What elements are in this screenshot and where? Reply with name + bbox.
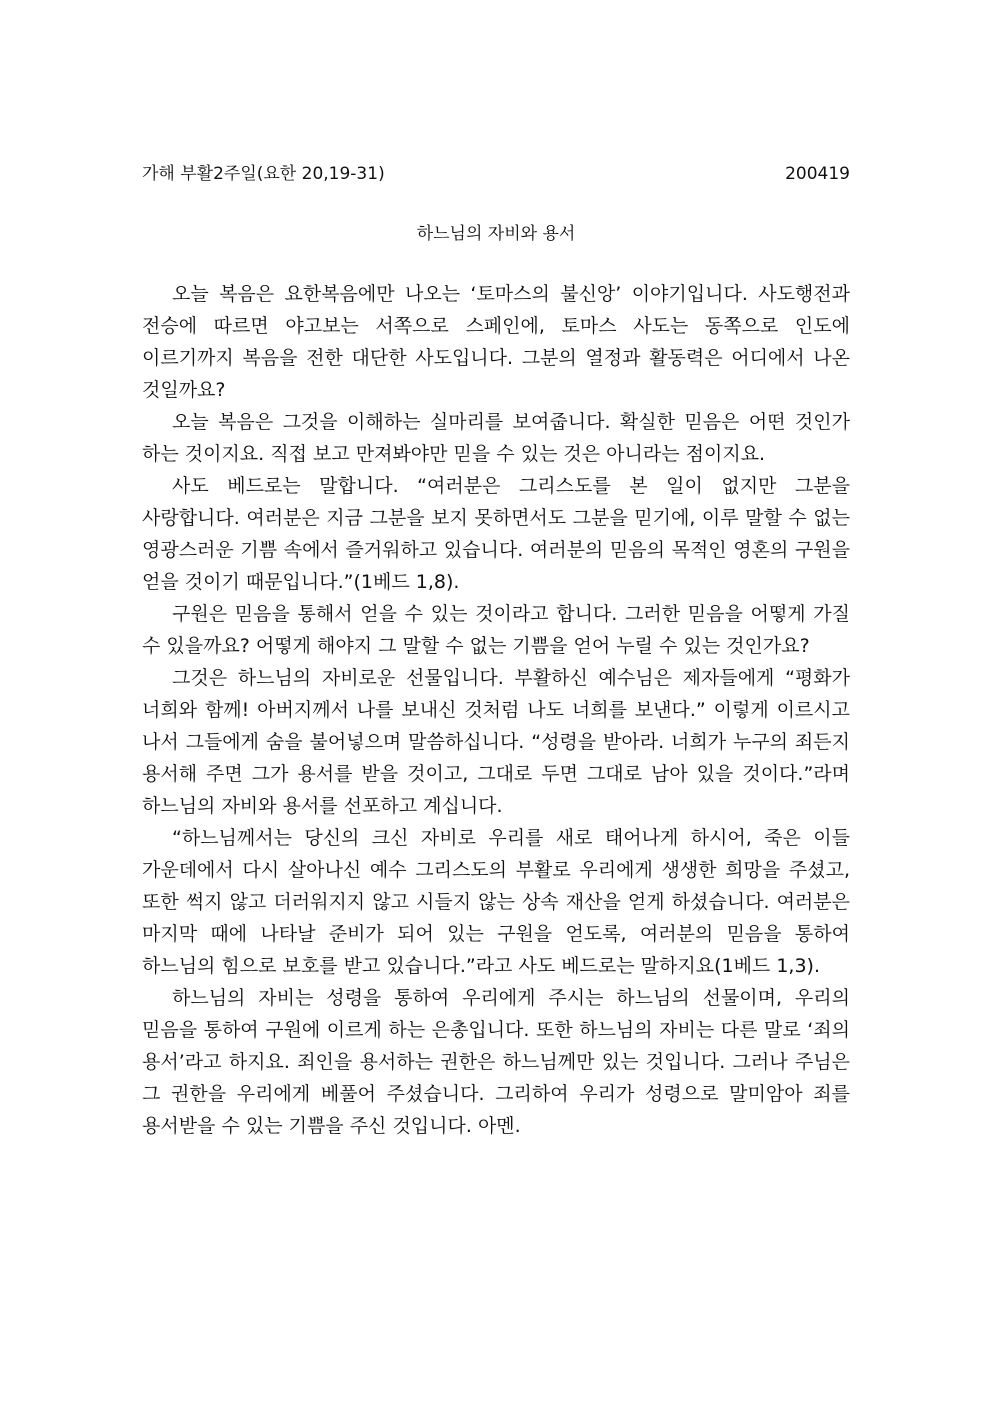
paragraph: 사도 베드로는 말합니다. “여러분은 그리스도를 본 일이 없지만 그분을 사랑합니다. 여러분은 지금 그분을 보지 못하면서도 그분을 믿기에, 이루 말할 수 없는 영광스러운 기쁨 속에서 즐거워하고 있습니다. 여러분의 믿음의 목적인 영혼의 구원을 얻을 것이기 때문입니다.”(1베드 1,8). <box>142 475 850 593</box>
paragraph: 오늘 복음은 그것을 이해하는 실마리를 보여줍니다. 확실한 믿음은 어떤 것인가 하는 것이지요. 직접 보고 만져봐야만 믿을 수 있는 것은 아니라는 점이지요. <box>142 411 850 465</box>
paragraph: 구원은 믿음을 통해서 얻을 수 있는 것이라고 합니다. 그러한 믿음을 어떻게 가질 수 있을까요? 어떻게 해야지 그 말할 수 없는 기쁨을 얻어 누릴 수 있는 것인가요? <box>142 603 850 657</box>
paragraph: 하느님의 자비는 성령을 통하여 우리에게 주시는 하느님의 선물이며, 우리의 믿음을 통하여 구원에 이르게 하는 은총입니다. 또한 하느님의 자비는 다른 말로 ‘죄의 용서’라고 하지요. 죄인을 용서하는 권한은 하느님께만 있는 것입니다. 그러나 주님은 그 권한을 우리에게 베풀어 주셨습니다. 그리하여 우리가 성령으로 말미암아 죄를 용서받을 수 있는 기쁨을 주신 것입니다. 아멘. <box>142 987 850 1137</box>
paragraph: 그것은 하느님의 자비로운 선물입니다. 부활하신 예수님은 제자들에게 “평화가 너희와 함께! 아버지께서 나를 보내신 것처럼 나도 너희를 보낸다.” 이렇게 이르시고 나서 그들에게 숨을 불어넣으며 말씀하십니다. “성령을 받아라. 너희가 누구의 죄든지 용서해 주면 그가 용서를 받을 것이고, 그대로 두면 그대로 남아 있을 것이다.”라며 하느님의 자비와 용서를 선포하고 계십니다. <box>142 667 850 817</box>
document-body <box>142 278 850 1142</box>
document-page <box>142 158 850 1142</box>
document-header <box>142 158 850 190</box>
paragraph: “하느님께서는 당신의 크신 자비로 우리를 새로 태어나게 하시어, 죽은 이들 가운데에서 다시 살아나신 예수 그리스도의 부활로 우리에게 생생한 희망을 주셨고, 또한 썩지 않고 더러워지지 않고 시들지 않는 상속 재산을 얻게 하셨습니다. 여러분은 마지막 때에 나타날 준비가 되어 있는 구원을 얻도록, 여러분의 믿음을 통하여 하느님의 힘으로 보호를 받고 있습니다.”라고 사도 베드로는 말하지요(1베드 1,3). <box>142 827 850 977</box>
document-title: 하느님의 자비와 용서 <box>416 224 576 244</box>
header-liturgical-reference: 가해 부활2주일(요한 20,19-31) <box>142 164 385 184</box>
header-date: 200419 <box>785 164 850 184</box>
paragraph: 오늘 복음은 요한복음에만 나오는 ‘토마스의 불신앙’ 이야기입니다. 사도행전과 전승에 따르면 야고보는 서쪽으로 스페인에, 토마스 사도는 동쪽으로 인도에 이르기까지 복음을 전한 대단한 사도입니다. 그분의 열정과 활동력은 어디에서 나온 것일까요? <box>142 283 850 401</box>
